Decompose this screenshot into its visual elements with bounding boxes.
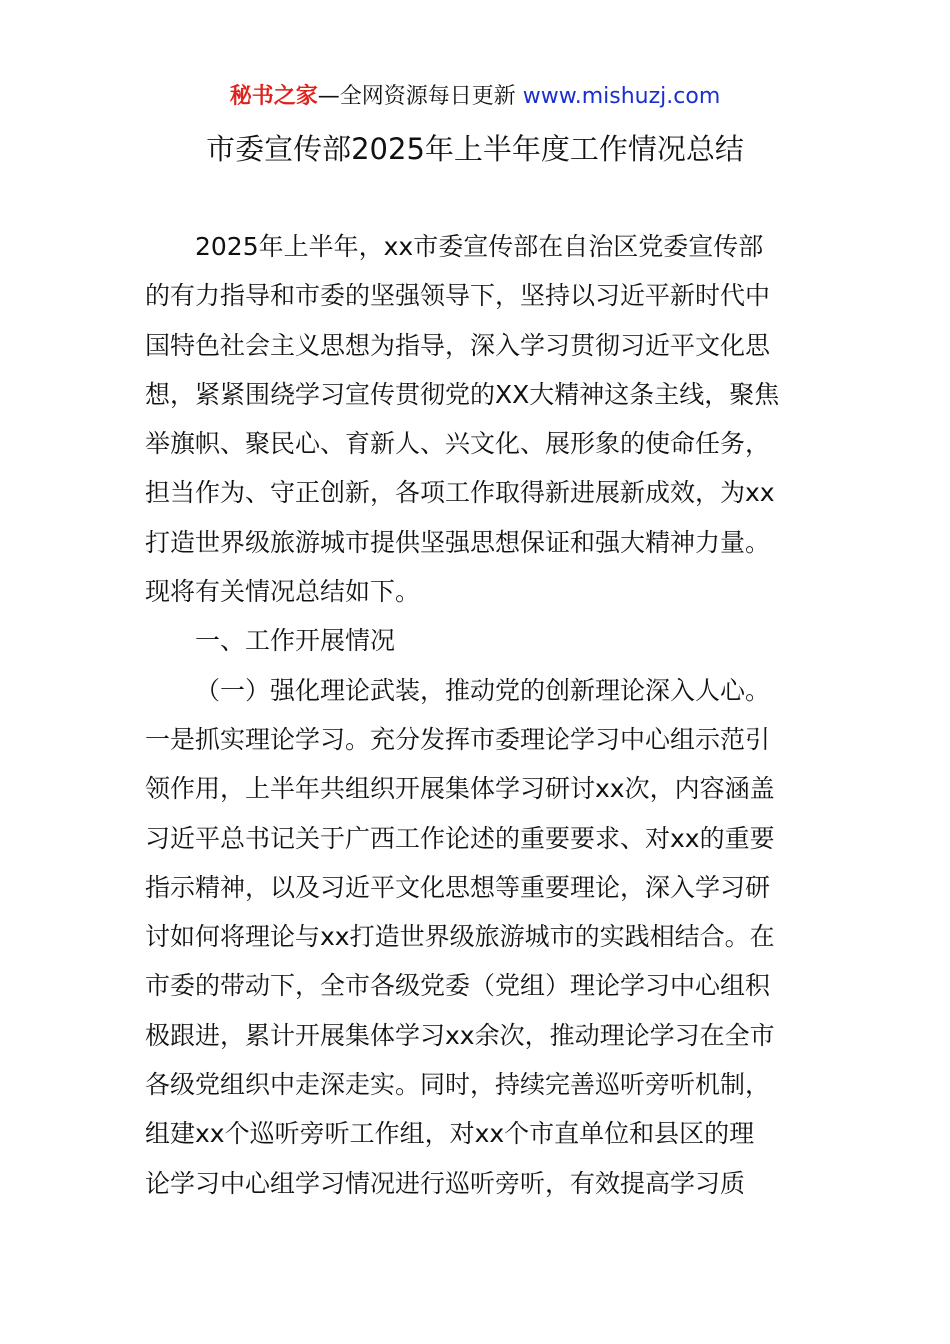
paragraph-line: 指示精神，以及习近平文化思想等重要理论，深入学习研 — [145, 872, 771, 902]
paragraph-line: 组建xx个巡听旁听工作组，对xx个市直单位和县区的理 — [145, 1119, 755, 1149]
paragraph-line: 一是抓实理论学习。充分发挥市委理论学习中心组示范引 — [145, 724, 771, 754]
paragraph-line: 2025年上半年，xx市委宣传部在自治区党委宣传部 — [195, 232, 764, 261]
paragraph-line: 极跟进，累计开展集体学习xx余次，推动理论学习在全市 — [145, 1020, 775, 1050]
paragraph-line: 举旗帜、聚民心、育新人、兴文化、展形象的使命任务， — [145, 429, 771, 459]
paragraph-line: 现将有关情况总结如下。 — [145, 577, 421, 607]
site-url-link[interactable]: www.mishuzj.com — [522, 84, 721, 109]
paragraph-line: 国特色社会主义思想为指导，深入学习贯彻习近平文化思 — [145, 330, 771, 360]
paragraph-line: 讨如何将理论与xx打造世界级旅游城市的实践相结合。在 — [145, 922, 775, 952]
paragraph-line: 各级党组织中走深走实。同时，持续完善巡听旁听机制， — [145, 1070, 771, 1100]
document-title: 市委宣传部2025年上半年度工作情况总结 — [206, 132, 744, 166]
header-tagline: —全网资源每日更新 — [317, 84, 523, 109]
paragraph-line: 的有力指导和市委的坚强领导下，坚持以习近平新时代中 — [145, 281, 771, 311]
section-heading: 一、工作开展情况 — [195, 626, 396, 656]
paragraph-line: 习近平总书记关于广西工作论述的重要要求、对xx的重要 — [145, 823, 775, 853]
paragraph-line: 领作用，上半年共组织开展集体学习研讨xx次，内容涵盖 — [145, 774, 775, 804]
paragraph-line: 论学习中心组学习情况进行巡听旁听，有效提高学习质 — [145, 1168, 746, 1198]
document-body — [145, 222, 815, 1208]
paragraph-line: 想，紧紧围绕学习宣传贯彻党的XX大精神这条主线，聚焦 — [145, 379, 780, 409]
brand-name: 秘书之家 — [229, 84, 318, 109]
site-header — [0, 80, 950, 114]
paragraph-line: 市委的带动下，全市各级党委（党组）理论学习中心组积 — [145, 971, 771, 1001]
paragraph-line: 担当作为、守正创新，各项工作取得新进展新成效，为xx — [145, 478, 775, 508]
paragraph-line: 打造世界级旅游城市提供坚强思想保证和强大精神力量。 — [145, 527, 771, 557]
subsection-heading: （一）强化理论武装，推动党的创新理论深入人心。 — [195, 675, 771, 705]
